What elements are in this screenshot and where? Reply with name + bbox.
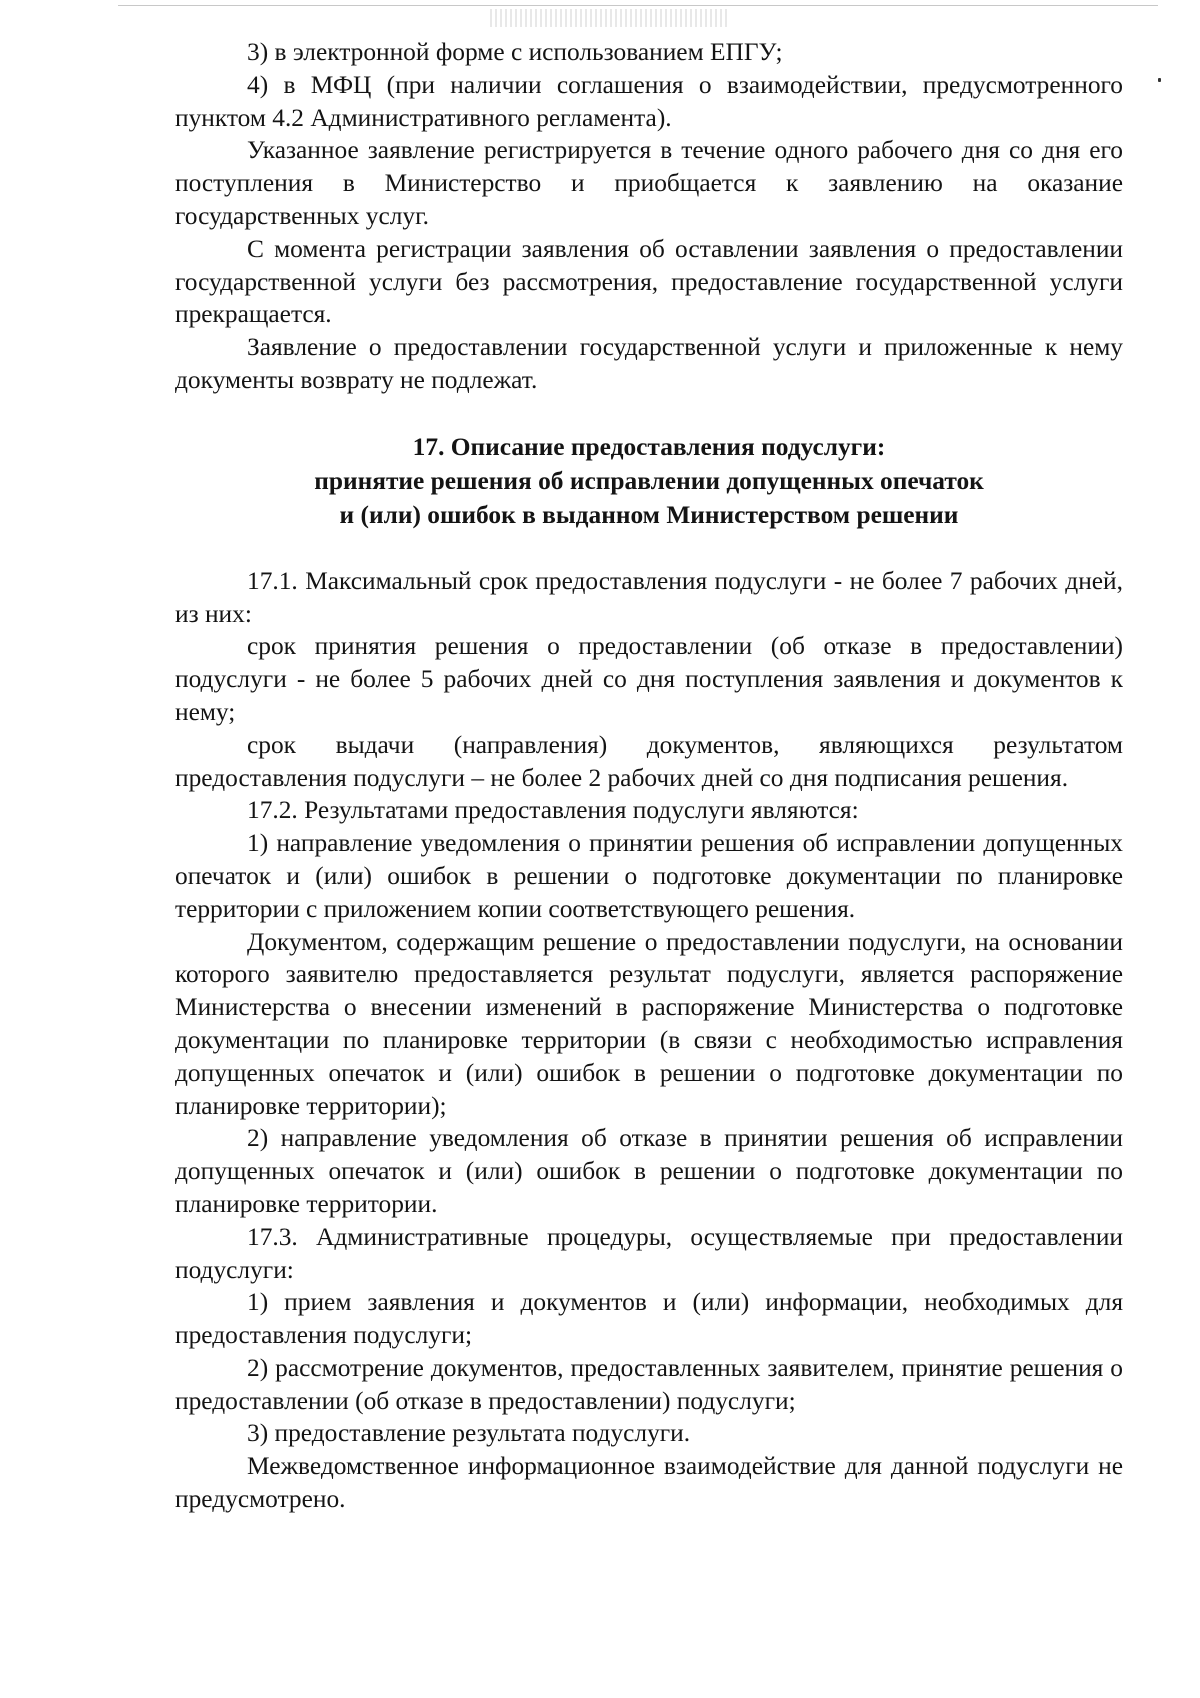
scan-artifact-line <box>118 5 1158 6</box>
document-body <box>175 36 1123 1516</box>
paragraph-17-3: 17.3. Административные процедуры, осуществляемые при предоставлении подуслуги: <box>175 1222 1123 1284</box>
section-heading <box>175 430 1123 532</box>
paragraph-17-2: 17.2. Результатами предоставления подуслуги являются: <box>247 796 859 825</box>
section-heading-line: принятие решения об исправлении допущенных опечаток <box>314 466 984 495</box>
paragraph-interagency: Межведомственное информационное взаимодействие для данной подуслуги не предусмотрено. <box>175 1452 1123 1514</box>
scan-artifact-dot <box>1158 78 1161 82</box>
paragraph-procedure-2: 2) рассмотрение документов, предоставленных заявителем, принятие решения о предоставлении (об отказе в предоставлении) подуслуги; <box>175 1353 1123 1415</box>
paragraph-decision-term: срок принятия решения о предоставлении (об отказе в предоставлении) подуслуги - не более 5 рабочих дней со дня поступления заявления и документов к нему; <box>175 632 1123 726</box>
section-heading-line: и (или) ошибок в выданном Министерством решении <box>339 500 959 529</box>
paragraph-registration: Указанное заявление регистрируется в течение одного рабочего дня со дня его поступления в Министерство и приобщается к заявлению на оказание государственных услуг. <box>175 136 1123 230</box>
paragraph-epgu: 3) в электронной форме с использованием ЕПГУ; <box>247 38 783 66</box>
paragraph-termination: С момента регистрации заявления об оставлении заявления о предоставлении государственной услуги без рассмотрения, предоставление государственной услуги прекращается. <box>175 234 1123 329</box>
paragraph-procedure-1: 1) прием заявления и документов и (или) информации, необходимых для предоставления подуслуги; <box>175 1288 1123 1350</box>
section-heading-line: 17. Описание предоставления подуслуги: <box>412 432 886 461</box>
paragraph-procedure-3: 3) предоставление результата подуслуги. <box>247 1419 691 1448</box>
paragraph-result-document: Документом, содержащим решение о предоставлении подуслуги, на основании которого заявителю предоставляется результат подуслуги, является распоряжение Министерства о внесении изменений в распоряжение Министерства о подготовке документации по планировке территории (в связи с необходимостью исправления допущенных опечаток и (или) ошибок в решении о подготовке документации по планировке территории); <box>175 927 1123 1120</box>
paragraph-17-1: 17.1. Максимальный срок предоставления подуслуги - не более 7 рабочих дней, из них: <box>175 566 1123 628</box>
paragraph-issue-term: срок выдачи (направления) документов, являющихся результатом предоставления подуслуги – не более 2 рабочих дней со дня подписания решения. <box>175 730 1123 792</box>
paragraph-mfc: 4) в МФЦ (при наличии соглашения о взаимодействии, предусмотренного пунктом 4.2 Административного регламента). <box>175 70 1123 132</box>
paragraph-result-1: 1) направление уведомления о принятии решения об исправлении допущенных опечаток и (или) ошибок в решении о подготовке документации по планировке территории с приложением копии соответствующего решения. <box>175 829 1123 923</box>
scan-artifact-noise <box>490 9 730 27</box>
paragraph-result-2: 2) направление уведомления об отказе в принятии решения об исправлении допущенных опечаток и (или) ошибок в решении о подготовке документации по планировке территории. <box>175 1124 1123 1218</box>
paragraph-no-return: Заявление о предоставлении государственной услуги и приложенные к нему документы возврату не подлежат. <box>175 333 1123 394</box>
